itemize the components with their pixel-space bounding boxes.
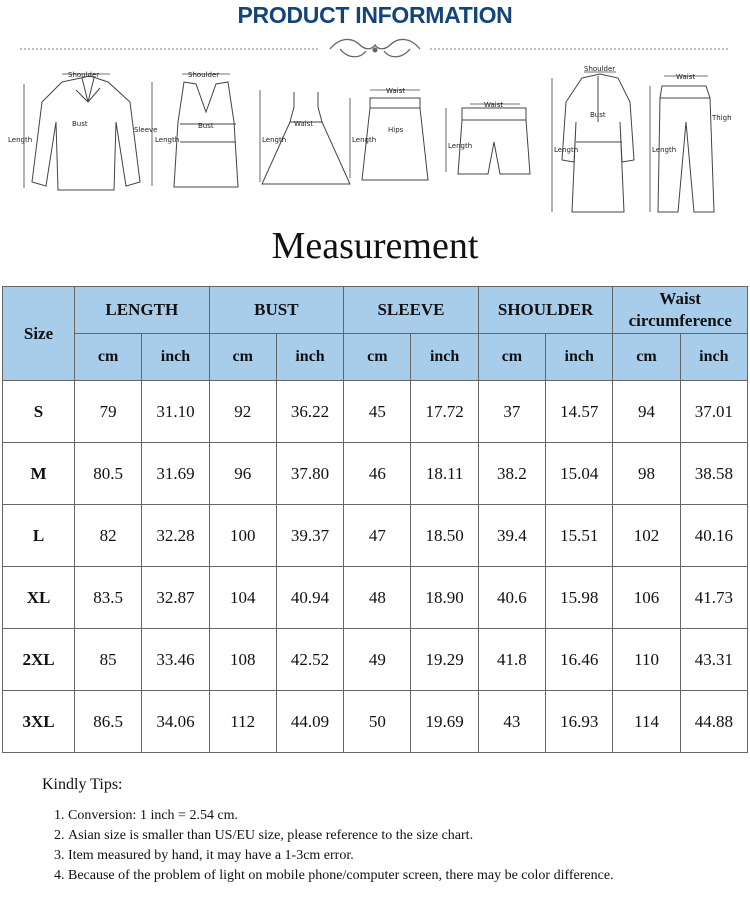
measure-cell: 110 <box>613 629 680 691</box>
measure-cell: 45 <box>344 381 411 443</box>
measure-cell: 39.4 <box>478 505 545 567</box>
label-shoulder: Shoulder <box>584 65 616 73</box>
kindly-tips <box>42 776 722 886</box>
label-waist: Waist <box>484 101 504 109</box>
size-chart-table <box>2 286 748 753</box>
shoulder-header: SHOULDER <box>478 287 613 334</box>
measure-cell: 85 <box>75 629 142 691</box>
measure-cell: 19.69 <box>411 691 478 753</box>
unit-header-row <box>3 334 748 381</box>
measure-cell: 41.73 <box>680 567 747 629</box>
measure-cell: 92 <box>209 381 276 443</box>
measure-cell: 41.8 <box>478 629 545 691</box>
measure-cell: 114 <box>613 691 680 753</box>
waist-header-line1: Waist <box>659 289 701 308</box>
measure-cell: 108 <box>209 629 276 691</box>
table-header-row <box>3 287 748 334</box>
label-hips: Hips <box>388 126 404 134</box>
label-waist: Waist <box>386 87 406 95</box>
label-length: Length <box>262 136 287 144</box>
label-waist: Waist <box>294 120 314 128</box>
table-row <box>3 505 748 567</box>
unit-inch: inch <box>411 334 478 381</box>
tip-item: 4. Because of the problem of light on mobile phone/computer screen, there may be color difference. <box>68 866 722 886</box>
measure-cell: 32.28 <box>142 505 209 567</box>
tips-list <box>42 806 722 886</box>
measure-cell: 82 <box>75 505 142 567</box>
size-cell: L <box>3 505 75 567</box>
tip-item: 1. Conversion: 1 inch = 2.54 cm. <box>68 806 722 826</box>
size-header: Size <box>3 287 75 381</box>
measurement-heading: Measurement <box>271 225 479 267</box>
table-row <box>3 629 748 691</box>
measure-cell: 18.11 <box>411 443 478 505</box>
label-waist: Waist <box>676 73 696 81</box>
label-bust: Bust <box>590 111 606 119</box>
measure-cell: 106 <box>613 567 680 629</box>
measure-cell: 33.46 <box>142 629 209 691</box>
page-title: PRODUCT INFORMATION <box>237 2 513 28</box>
measure-cell: 37.80 <box>276 443 343 505</box>
sleeve-header: SLEEVE <box>344 287 479 334</box>
unit-cm: cm <box>75 334 142 381</box>
measure-cell: 83.5 <box>75 567 142 629</box>
label-sleeve: Sleeve <box>134 126 158 134</box>
measure-cell: 49 <box>344 629 411 691</box>
label-length: Length <box>448 142 473 150</box>
measure-cell: 43.31 <box>680 629 747 691</box>
measure-cell: 48 <box>344 567 411 629</box>
measure-cell: 38.2 <box>478 443 545 505</box>
measure-cell: 79 <box>75 381 142 443</box>
label-length: Length <box>352 136 377 144</box>
garment-measurement-sketches <box>0 62 750 222</box>
measure-cell: 42.52 <box>276 629 343 691</box>
measure-cell: 17.72 <box>411 381 478 443</box>
measure-cell: 16.93 <box>546 691 613 753</box>
length-header: LENGTH <box>75 287 210 334</box>
unit-inch: inch <box>680 334 747 381</box>
size-cell: 2XL <box>3 629 75 691</box>
measure-cell: 80.5 <box>75 443 142 505</box>
table-row <box>3 443 748 505</box>
unit-inch: inch <box>546 334 613 381</box>
label-shoulder: Shoulder <box>188 71 220 79</box>
measure-cell: 39.37 <box>276 505 343 567</box>
measure-cell: 32.87 <box>142 567 209 629</box>
size-cell: XL <box>3 567 75 629</box>
measure-cell: 34.06 <box>142 691 209 753</box>
measure-cell: 15.98 <box>546 567 613 629</box>
label-length: Length <box>554 146 579 154</box>
label-bust: Bust <box>198 122 214 130</box>
measure-cell: 18.50 <box>411 505 478 567</box>
measure-cell: 100 <box>209 505 276 567</box>
label-length: Length <box>155 136 180 144</box>
measure-cell: 94 <box>613 381 680 443</box>
size-cell: S <box>3 381 75 443</box>
bust-header: BUST <box>209 287 344 334</box>
measure-cell: 44.88 <box>680 691 747 753</box>
measure-cell: 40.16 <box>680 505 747 567</box>
label-thigh: Thigh <box>712 114 732 122</box>
measure-cell: 98 <box>613 443 680 505</box>
tip-item: 2. Asian size is smaller than US/EU size, please reference to the size chart. <box>68 826 722 846</box>
measure-cell: 18.90 <box>411 567 478 629</box>
label-bust: Bust <box>72 120 88 128</box>
unit-inch: inch <box>142 334 209 381</box>
label-shoulder: Shoulder <box>68 71 100 79</box>
size-cell: M <box>3 443 75 505</box>
measure-cell: 31.10 <box>142 381 209 443</box>
measure-cell: 40.6 <box>478 567 545 629</box>
measure-cell: 14.57 <box>546 381 613 443</box>
table-row <box>3 691 748 753</box>
unit-cm: cm <box>613 334 680 381</box>
measure-cell: 43 <box>478 691 545 753</box>
label-length: Length <box>652 146 677 154</box>
measure-cell: 47 <box>344 505 411 567</box>
measure-cell: 50 <box>344 691 411 753</box>
unit-cm: cm <box>209 334 276 381</box>
measure-cell: 31.69 <box>142 443 209 505</box>
measure-cell: 44.09 <box>276 691 343 753</box>
measure-cell: 96 <box>209 443 276 505</box>
measure-cell: 40.94 <box>276 567 343 629</box>
measure-cell: 86.5 <box>75 691 142 753</box>
unit-cm: cm <box>344 334 411 381</box>
label-length: Length <box>8 136 33 144</box>
unit-inch: inch <box>276 334 343 381</box>
measure-cell: 38.58 <box>680 443 747 505</box>
measure-cell: 46 <box>344 443 411 505</box>
unit-cm: cm <box>478 334 545 381</box>
measure-cell: 19.29 <box>411 629 478 691</box>
size-cell: 3XL <box>3 691 75 753</box>
measure-cell: 37 <box>478 381 545 443</box>
measure-cell: 16.46 <box>546 629 613 691</box>
measure-cell: 15.04 <box>546 443 613 505</box>
tip-item: 3. Item measured by hand, it may have a 1-3cm error. <box>68 846 722 866</box>
measure-cell: 37.01 <box>680 381 747 443</box>
waist-header <box>613 287 748 334</box>
table-row <box>3 567 748 629</box>
table-row <box>3 381 748 443</box>
measure-cell: 15.51 <box>546 505 613 567</box>
ornamental-divider <box>0 32 750 62</box>
waist-header-line2: circumference <box>628 311 732 330</box>
measure-cell: 36.22 <box>276 381 343 443</box>
measure-cell: 112 <box>209 691 276 753</box>
measure-cell: 104 <box>209 567 276 629</box>
tips-title: Kindly Tips: <box>42 776 123 793</box>
measure-cell: 102 <box>613 505 680 567</box>
